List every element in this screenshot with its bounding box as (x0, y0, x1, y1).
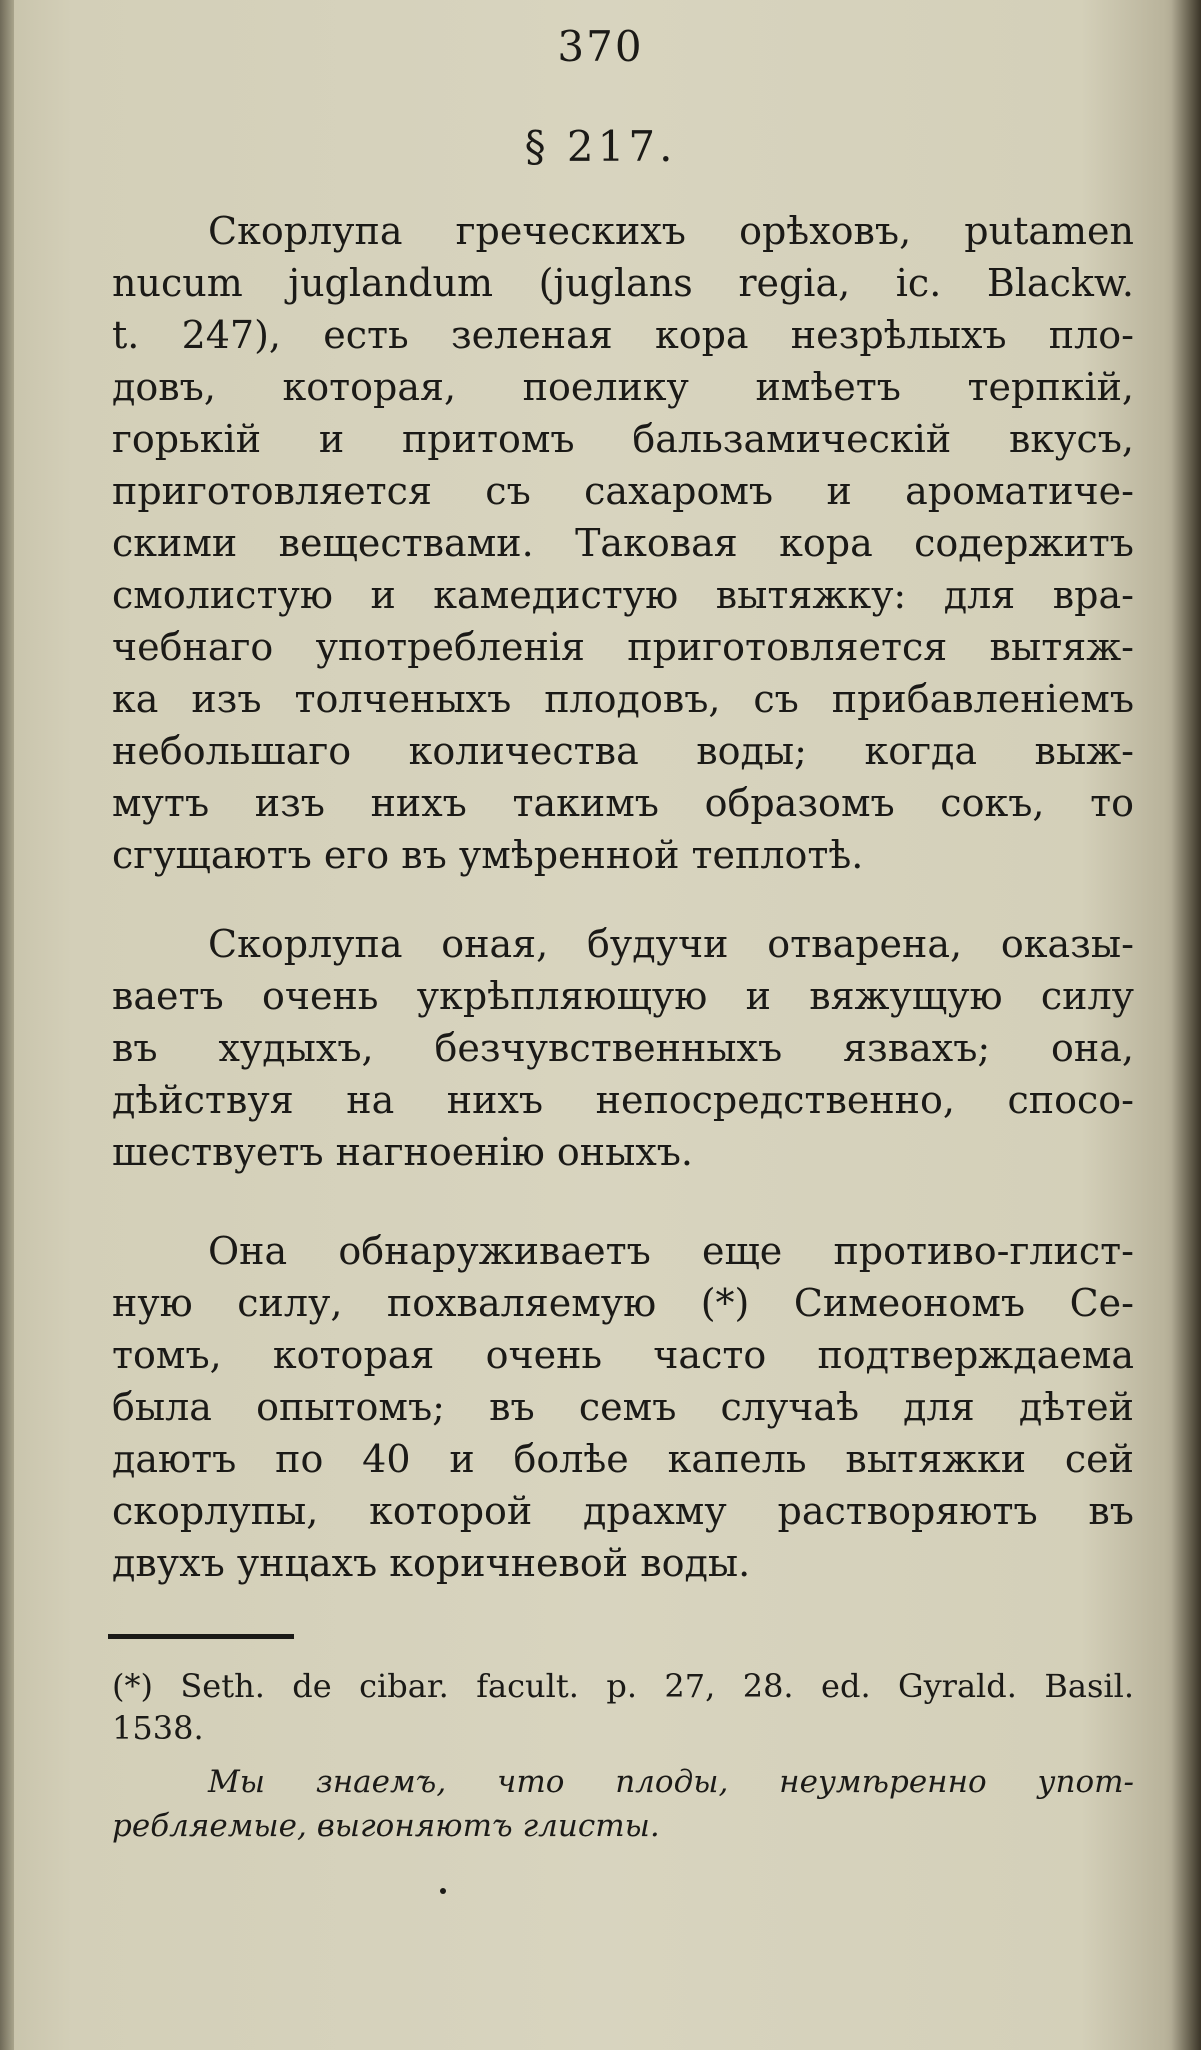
footnote-line: 1538. (112, 1709, 204, 1747)
text-line: ваетъ очень укрѣпляющую и вяжущую силу (112, 974, 1134, 1018)
page-number: 370 (557, 22, 644, 71)
text-line: довъ, которая, поелику имѣетъ терпкій, (112, 365, 1134, 409)
text-line: Скорлупа оная, будучи отварена, оказы- (208, 922, 1134, 966)
italic-note (112, 1760, 1134, 1848)
text-line: t. 247), есть зеленая кора незрѣлыхъ пло- (112, 313, 1134, 357)
note-line: Мы знаемъ, что плоды, неумѣренно упот- (208, 1764, 1134, 1800)
text-line: ка изъ толченыхъ плодовъ, съ прибавленіемъ (112, 677, 1134, 721)
text-line: чебнаго употребленія приготовляется вытяж- (112, 625, 1134, 669)
text-line: скорлупы, которой драхму растворяютъ въ (112, 1489, 1134, 1533)
text-line: двухъ унцахъ коричневой воды. (112, 1541, 751, 1585)
page-right-edge (1171, 0, 1201, 2050)
text-line: Она обнаруживаетъ еще противо-глист- (208, 1229, 1134, 1273)
text-line: горькій и притомъ бальзамическій вкусъ, (112, 417, 1134, 461)
ink-speck (440, 1888, 446, 1894)
footnote-divider (108, 1634, 294, 1639)
text-line: томъ, которая очень часто подтверждаема (112, 1333, 1134, 1377)
note-line: ребляемые, выгоняютъ глисты. (112, 1808, 660, 1844)
text-line: смолистую и камедистую вытяжку: для вра- (112, 573, 1134, 617)
text-line: ную силу, похваляемую (*) Симеономъ Се- (112, 1281, 1134, 1325)
text-line: шествуетъ нагноенію оныхъ. (112, 1130, 694, 1174)
text-line: приготовляется съ сахаромъ и ароматиче- (112, 469, 1134, 513)
footnote (112, 1665, 1134, 1749)
footnote-line: (*) Seth. de cibar. facult. p. 27, 28. ed. Gyrald. Basil. (112, 1667, 1134, 1705)
text-line: дѣйствуя на нихъ непосредственно, спосо- (112, 1078, 1134, 1122)
text-line: nucum juglandum (juglans regia, ic. Blackw. (112, 261, 1134, 305)
text-line: даютъ по 40 и болѣе капель вытяжки сей (112, 1437, 1134, 1481)
paragraph-1 (112, 205, 1134, 881)
text-line: скими веществами. Таковая кора содержитъ (112, 521, 1134, 565)
section-heading: § 217. (524, 122, 677, 171)
page-left-edge (0, 0, 14, 2050)
text-line: Скорлупа греческихъ орѣховъ, putamen (208, 209, 1134, 253)
paragraph-2 (112, 918, 1134, 1178)
text-line: въ худыхъ, безчувственныхъ язвахъ; она, (112, 1026, 1134, 1070)
paragraph-3 (112, 1225, 1134, 1589)
text-line: мутъ изъ нихъ такимъ образомъ сокъ, то (112, 781, 1134, 825)
text-line: небольшаго количества воды; когда выж- (112, 729, 1134, 773)
text-line: сгущаютъ его въ умѣренной теплотѣ. (112, 833, 864, 877)
text-line: была опытомъ; въ семъ случаѣ для дѣтей (112, 1385, 1134, 1429)
